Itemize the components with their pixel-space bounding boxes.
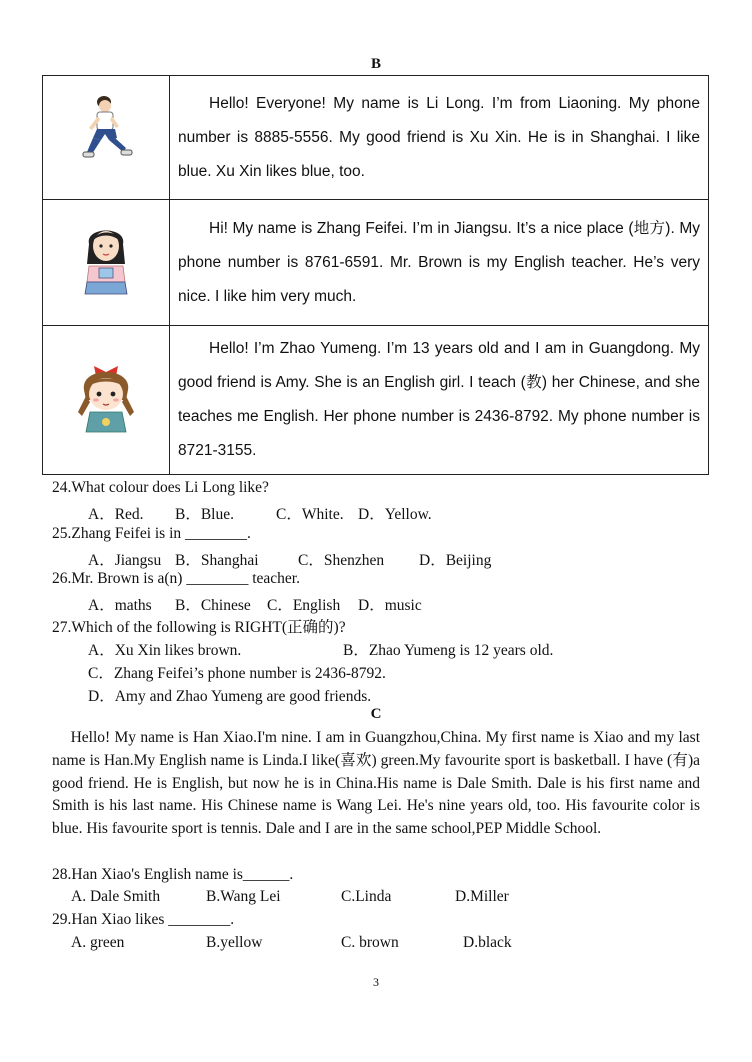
table-row [43, 326, 709, 475]
option: A. Dale Smith [71, 888, 161, 905]
passage-text: Hi! My name is Zhang Feifei. I’m in Jiangsu. It’s a nice place (地方). My phone number is 8761-6591. Mr. Brown is my English teacher. He’s very nice. I like him very much. [178, 219, 700, 305]
option: B．Chinese [175, 597, 251, 614]
option: B．Blue. [175, 506, 234, 523]
question-29-stem: 29.Han Xiao likes ________. [52, 911, 235, 928]
option: A．maths [88, 597, 152, 614]
option: B．Zhao Yumeng is 12 years old. [343, 642, 554, 659]
girl-with-book-icon [71, 285, 141, 302]
section-b-heading: B [370, 56, 381, 72]
option: B.Wang Lei [206, 888, 281, 905]
question-26-stem: 26.Mr. Brown is a(n) ________ teacher. [52, 570, 300, 587]
option: D．Yellow. [358, 506, 432, 523]
option: C．Shenzhen [298, 552, 385, 569]
question-24-stem: 24.What colour does Li Long like? [52, 479, 269, 496]
option: D.black [463, 934, 512, 951]
question-27-option-c: C．Zhang Feifei’s phone number is 2436-8792. [88, 665, 386, 682]
passage-text: Hello! Everyone! My name is Li Long. I’m from Liaoning. My phone number is 8885-5556. My good friend is Xu Xin. He is in Shanghai. I like blue. Xu Xin likes blue, too. [178, 94, 700, 180]
boy-walking-icon [71, 163, 141, 180]
option: A．Xu Xin likes brown. [88, 642, 242, 659]
page-number: 3 [373, 975, 379, 989]
passage-text: Hello! I’m Zhao Yumeng. I’m 13 years old and I am in Guangdong. My good friend is Amy. She is an English girl. I teach (教) her Chinese, and she teaches me English. Her phone number is 2436-8792. My phone number is 8721-3155. [178, 340, 700, 459]
option: D.Miller [455, 888, 509, 905]
option: A．Red. [88, 506, 144, 523]
option: D．music [358, 597, 422, 614]
section-c-passage [52, 727, 700, 841]
question-27-option-d: D．Amy and Zhao Yumeng are good friends. [88, 688, 372, 705]
option: C. brown [341, 934, 399, 951]
passage-table [42, 75, 709, 475]
table-row [43, 200, 709, 326]
table-row [43, 76, 709, 200]
option: A．Jiangsu [88, 552, 162, 569]
question-25-stem: 25.Zhang Feifei is in ________. [52, 525, 251, 542]
girl-with-braids-icon [66, 423, 146, 440]
picture-cell [43, 200, 170, 326]
option: D．Beijing [419, 552, 492, 569]
picture-cell [43, 326, 170, 475]
question-28-stem: 28.Han Xiao's English name is______. [52, 866, 294, 883]
option: B．Shanghai [175, 552, 259, 569]
passage-cell [170, 200, 709, 326]
passage-text: Hello! My name is Han Xiao.I'm nine. I am in Guangzhou,China. My first name is Xiao and my last name is Han.My English name is Linda.I like(喜欢) green.My favourite sport is basketball. I have (有)a good friend. He is English, but now he is in China.His name is Dale Smith. Dale is his first name and Smith is his last name. His Chinese name is Wang Lei. He's nine years old, too. His favourite color is blue. His favourite sport is tennis. Dale and I are in the same school,PEP Middle School. [52, 729, 700, 838]
passage-cell [170, 76, 709, 200]
picture-cell [43, 76, 170, 200]
passage-cell [170, 326, 709, 475]
option: C．White. [276, 506, 344, 523]
section-c-heading: C [370, 706, 382, 722]
option: C．English [267, 597, 341, 614]
option: B.yellow [206, 934, 263, 951]
question-27-stem: 27.Which of the following is RIGHT(正确的)? [52, 619, 346, 636]
option: A. green [71, 934, 125, 951]
option: C.Linda [341, 888, 392, 905]
